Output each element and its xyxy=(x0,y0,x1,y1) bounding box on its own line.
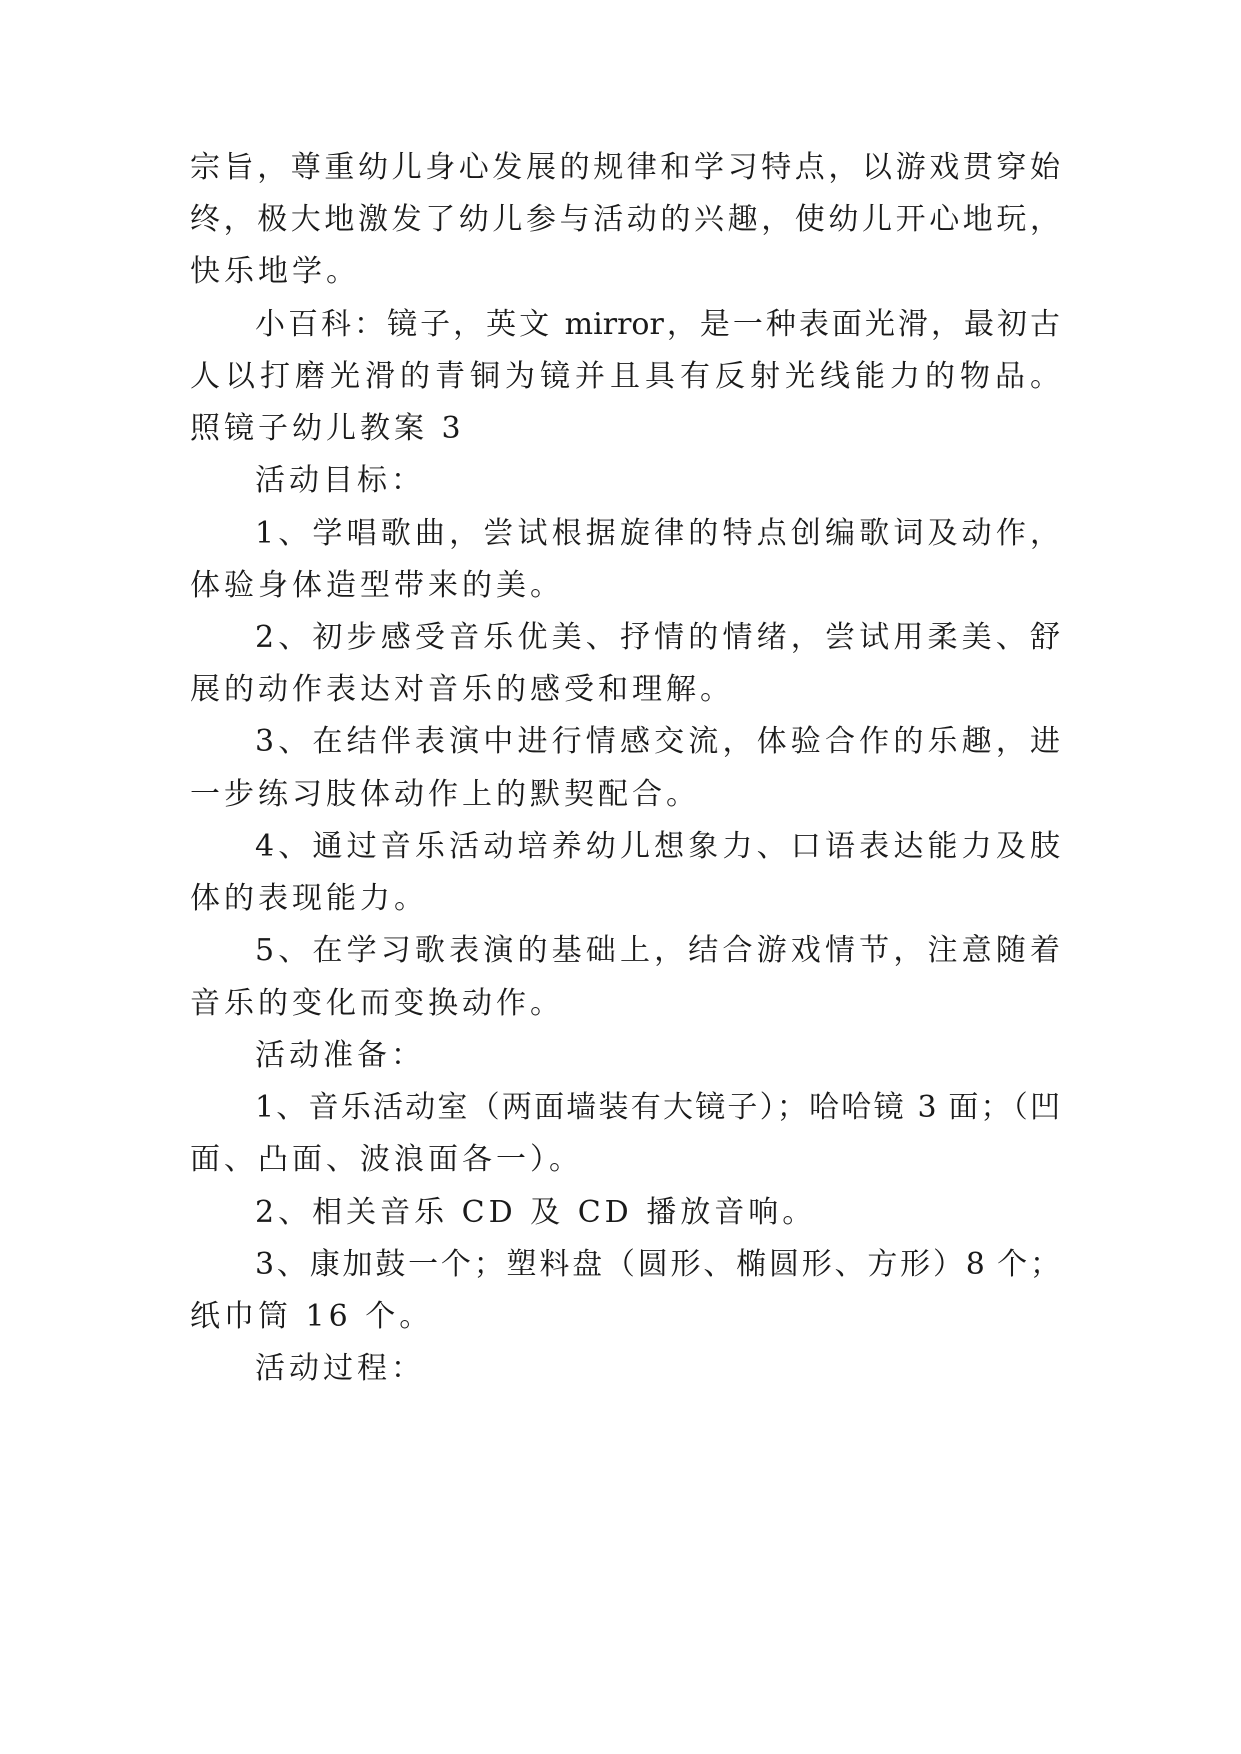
subheading: 活动目标： xyxy=(255,463,425,498)
list-item-line: 体的表现能力。 xyxy=(190,881,428,916)
list-item-line: 音乐的变化而变换动作。 xyxy=(190,986,564,1021)
list-item-line: 1、学唱歌曲，尝试根据旋律的特点创编歌词及动作， xyxy=(255,516,1060,551)
subheading: 活动准备： xyxy=(255,1038,425,1073)
list-item-line: 3、在结伴表演中进行情感交流，体验合作的乐趣，进 xyxy=(255,724,1060,759)
list-item-line: 纸巾筒 16 个。 xyxy=(190,1299,434,1334)
list-item-line: 2、相关音乐 CD 及 CD 播放音响。 xyxy=(255,1195,817,1230)
list-item-line: 5、在学习歌表演的基础上，结合游戏情节，注意随着 xyxy=(255,933,1060,968)
list-item-line: 2、初步感受音乐优美、抒情的情绪，尝试用柔美、舒 xyxy=(255,620,1060,655)
list-item-line: 一步练习肢体动作上的默契配合。 xyxy=(190,777,700,812)
paragraph-line: 终，极大地激发了幼儿参与活动的兴趣，使幼儿开心地玩， xyxy=(190,202,1060,237)
list-item-line: 1、音乐活动室（两面墙装有大镜子）；哈哈镜 3 面；（凹 xyxy=(255,1090,1060,1125)
list-item-line: 体验身体造型带来的美。 xyxy=(190,568,564,603)
subheading: 活动过程： xyxy=(255,1351,425,1386)
list-item-line: 3、康加鼓一个；塑料盘（圆形、椭圆形、方形）8 个； xyxy=(255,1247,1060,1282)
list-item-line: 4、通过音乐活动培养幼儿想象力、口语表达能力及肢 xyxy=(255,829,1060,864)
section-heading: 照镜子幼儿教案 3 xyxy=(190,411,465,446)
list-item-line: 展的动作表达对音乐的感受和理解。 xyxy=(190,672,734,707)
paragraph-line: 宗旨，尊重幼儿身心发展的规律和学习特点，以游戏贯穿始 xyxy=(190,150,1060,185)
list-item-line: 面、凸面、波浪面各一）。 xyxy=(190,1142,583,1177)
paragraph-line: 快乐地学。 xyxy=(190,254,360,289)
paragraph-line: 人以打磨光滑的青铜为镜并且具有反射光线能力的物品。 xyxy=(190,359,1060,394)
paragraph-line: 小百科：镜子，英文 mirror，是一种表面光滑，最初古 xyxy=(255,307,1060,342)
